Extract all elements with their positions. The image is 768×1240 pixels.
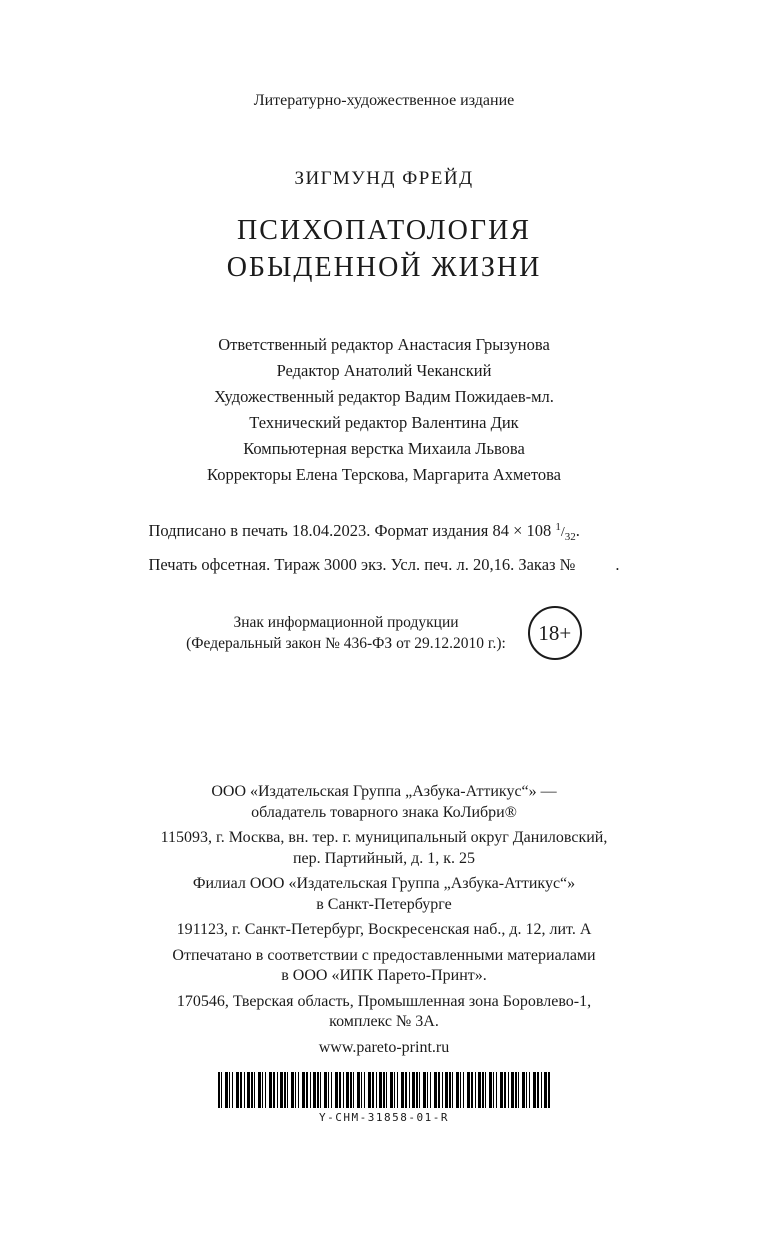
publisher-line: 170546, Тверская область, Промышленная зона Боровлево-1, <box>176 992 592 1010</box>
barcode-bars <box>218 1072 550 1108</box>
format-fraction-slash: / <box>560 525 565 540</box>
publisher-group <box>0 828 768 869</box>
publisher-line: в Санкт-Петербурге <box>316 895 452 913</box>
print-run-text: Печать офсетная. Тираж 3000 экз. Усл. печ. л. 20,16. Заказ № <box>148 555 576 574</box>
age-mark-line-2: (Федеральный закон № 436-ФЗ от 29.12.2010 г.): <box>186 635 506 652</box>
print-format-period: . <box>575 521 580 540</box>
format-fraction-denominator: 32 <box>564 531 576 543</box>
print-run-period: . <box>615 555 620 574</box>
publisher-line: пер. Партийный, д. 1, к. 25 <box>292 849 475 867</box>
publisher-group <box>0 992 768 1033</box>
publisher-group <box>0 874 768 915</box>
publisher-line: в ООО «ИПК Парето-Принт». <box>281 967 487 984</box>
print-format-text: Подписано в печать 18.04.2023. Формат издания 84 × 108 <box>148 521 556 540</box>
publisher-group <box>0 1038 768 1059</box>
credit-line: Редактор Анатолий Чеканский <box>276 361 492 380</box>
credit-line: Корректоры Елена Терскова, Маргарита Ахметова <box>207 465 561 484</box>
book-title <box>0 212 768 286</box>
credit-line: Компьютерная верстка Михаила Львова <box>243 439 525 458</box>
publisher-line: ООО «Издательская Группа „Азбука-Аттикус“» — <box>211 783 557 800</box>
website-url: www.pareto-print.ru <box>318 1038 450 1056</box>
print-info-block <box>148 514 619 578</box>
age-badge: 18+ <box>528 606 582 660</box>
credit-line: Технический редактор Валентина Дик <box>249 413 519 432</box>
publisher-line: 115093, г. Москва, вн. тер. г. муниципальный округ Даниловский, <box>160 829 608 846</box>
publisher-group <box>0 782 768 823</box>
book-title-line-1: ПСИХОПАТОЛОГИЯ <box>237 215 531 246</box>
edition-type: Литературно-художественное издание <box>253 92 515 109</box>
credit-line: Ответственный редактор Анастасия Грызунова <box>218 335 550 354</box>
print-info-line-2 <box>148 551 619 578</box>
publisher-group <box>0 920 768 941</box>
publisher-block <box>0 782 768 1058</box>
book-title-line-2: ОБЫДЕННОЙ ЖИЗНИ <box>226 252 542 283</box>
author-name: ЗИГМУНД ФРЕЙД <box>294 168 474 189</box>
age-mark-block <box>0 606 768 660</box>
barcode-code: Y-CHM-31858-01-R <box>319 1111 449 1124</box>
print-info-line-1 <box>148 514 619 551</box>
publisher-group <box>0 946 768 987</box>
age-mark-text <box>186 612 506 654</box>
credits-block <box>0 332 768 488</box>
publisher-line: комплекс № 3А. <box>329 1013 439 1030</box>
format-fraction-numerator: 1 <box>555 521 561 533</box>
age-mark-line-1: Знак информационной продукции <box>233 614 459 631</box>
barcode <box>0 1072 768 1124</box>
credit-line: Художественный редактор Вадим Пожидаев-мл. <box>214 387 554 406</box>
publisher-line: Филиал ООО «Издательская Группа „Азбука-Аттикус“» <box>192 875 576 892</box>
publisher-line: Отпечатано в соответствии с предоставленными материалами <box>172 946 596 964</box>
publisher-line: 191123, г. Санкт-Петербург, Воскресенская наб., д. 12, лит. А <box>176 921 592 938</box>
publisher-line: обладатель товарного знака КоЛибри® <box>251 803 517 821</box>
